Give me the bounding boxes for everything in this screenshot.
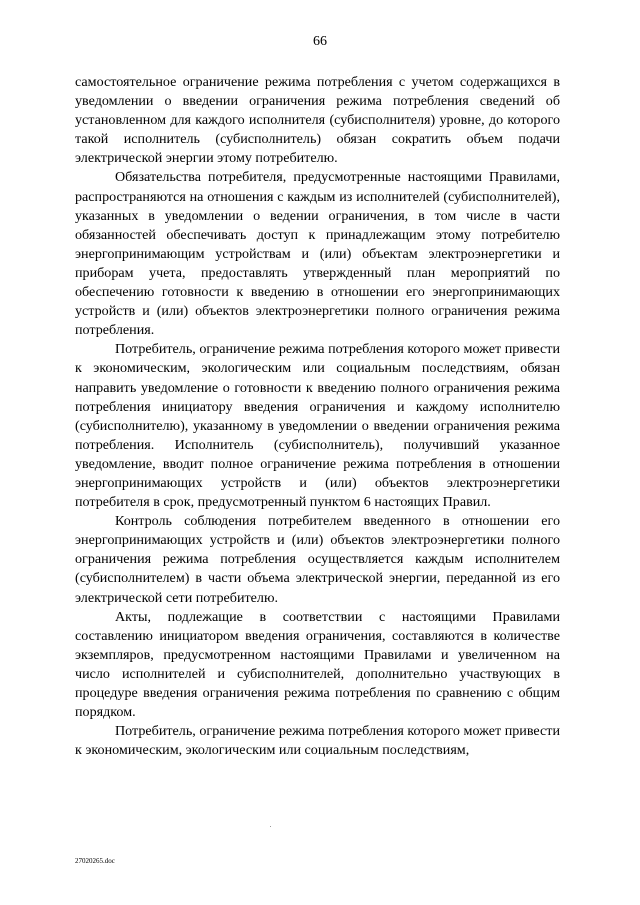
- paragraph-consumer-obligations: Обязательства потребителя, предусмотренные настоящими Правилами, распространяются на отношения с каждым из исполнителей (субисполнителей), указанных в уведомлении о ведении ограничения, в том числе в части обязанностей обеспечивать доступ к принадлежащим этому потребителю энергопринимающим устройствам и (или) объектам электроэнергетики и приборам учета, предоставлять утвержденный план мероприятий по обеспечению готовности к введению в отношении его энергопринимающих устройств и (или) объектов электроэнергетики полного ограничения режима потребления.: [75, 169, 560, 339]
- paragraph-readiness-notice: Потребитель, ограничение режима потребления которого может привести к экономическим, экологическим или социальным последствиям, обязан направить уведомление о готовности к введению полного ограничения режима потребления инициатору введения ограничения и каждому исполнителю (субисполнителю), указанному в уведомлении о введении ограничения режима потребления. Исполнитель (субисполнитель), получивший указанное уведомление, вводит полное ограничение режима потребления в отношении энергопринимающих устройств и (или) объектов электроэнергетики потребителя в срок, предусмотренный пунктом 6 настоящих Правил.: [75, 341, 560, 511]
- paragraph-acts-copies: Акты, подлежащие в соответствии с настоящими Правилами составлению инициатором введения ограничения, составляются в количестве экземпляров, предусмотренном настоящими Правилами и увеличенном на число исполнителей и субисполнителей, дополнительно участвующих в процедуре введения ограничения режима потребления по сравнению с общим порядком.: [75, 608, 560, 721]
- paragraph-continuation: самостоятельное ограничение режима потребления с учетом содержащихся в уведомлении о введении ограничения режима потребления сведений об установленном для каждого исполнителя (субисполнителя) уровне, до которого такой исполнитель (субисполнитель) обязан сократить объем подачи электрической энергии этому потребителю.: [75, 74, 560, 167]
- scan-dot: [270, 826, 271, 827]
- footer-filename: 27020265.doc: [75, 857, 115, 865]
- paragraph-consumer-consequences: Потребитель, ограничение режима потребления которого может привести к экономическим, экологическим или социальным последствиям,: [75, 723, 560, 759]
- page-number: 66: [313, 34, 327, 49]
- paragraph-compliance-control: Контроль соблюдения потребителем введенного в отношении его энергопринимающих устройств и (или) объектов электроэнергетики полного ограничения режима потребления осуществляется каждым исполнителем (субисполнителем) в части объема электрической энергии, переданной из его электрической сети потребителю.: [75, 513, 560, 606]
- document-body: [75, 73, 560, 760]
